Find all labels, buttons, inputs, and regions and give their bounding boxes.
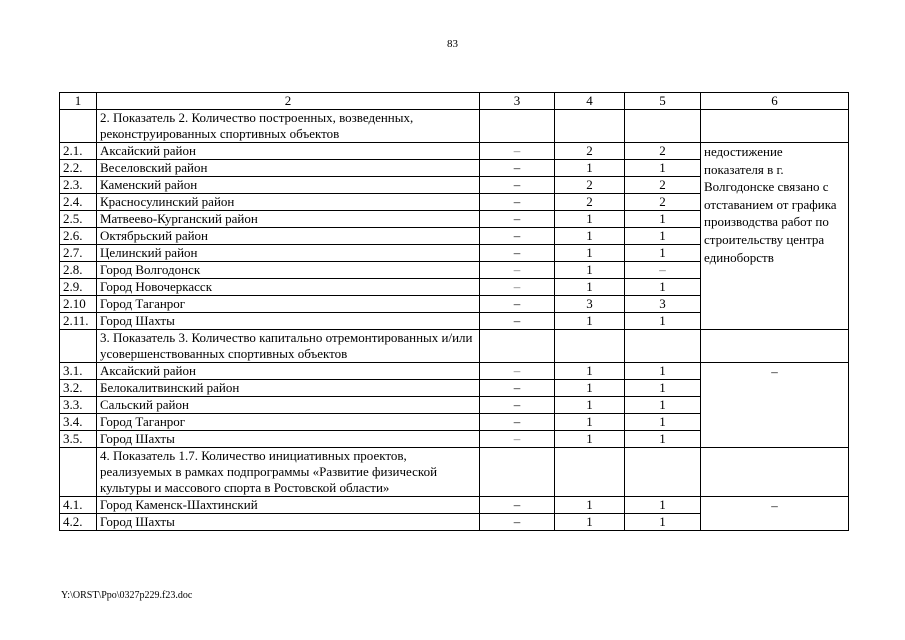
- territory-name: Город Таганрог: [97, 414, 480, 431]
- col4-value: 2: [555, 177, 625, 194]
- table-row: [60, 363, 849, 380]
- col4-value: 1: [555, 514, 625, 531]
- territory-name: Город Новочеркасск: [97, 279, 480, 296]
- section-title: 4. Показатель 1.7. Количество инициативных проектов, реализуемых в рамках подпрограммы «Развитие физической культуры и массового спорта в Ростовской области»: [97, 448, 480, 497]
- col3-value: –: [480, 397, 555, 414]
- territory-name: Сальский район: [97, 397, 480, 414]
- col5-value: 2: [625, 177, 701, 194]
- col3-value: –: [480, 160, 555, 177]
- row-number: 2.7.: [60, 245, 97, 262]
- col4-value: 1: [555, 414, 625, 431]
- territory-name: Аксайский район: [97, 363, 480, 380]
- row-number: 3.2.: [60, 380, 97, 397]
- col4-value: 1: [555, 397, 625, 414]
- report-table: [59, 92, 849, 531]
- col3-value: –: [480, 514, 555, 531]
- col5-value: 3: [625, 296, 701, 313]
- row-number: 2.3.: [60, 177, 97, 194]
- empty-cell: [555, 330, 625, 363]
- row-number: 3.1.: [60, 363, 97, 380]
- empty-cell: [480, 330, 555, 363]
- col5-value: 1: [625, 228, 701, 245]
- empty-cell: [60, 330, 97, 363]
- row-number: 4.1.: [60, 497, 97, 514]
- header-cell: 1: [60, 93, 97, 110]
- col5-value: 2: [625, 143, 701, 160]
- row-number: 2.8.: [60, 262, 97, 279]
- col3-value: –: [480, 380, 555, 397]
- row-number: 2.11.: [60, 313, 97, 330]
- note-cell: недостижение показателя в г. Волгодонске связано с отставанием от графика производства работ по строительству центра единоборств: [701, 143, 849, 330]
- empty-cell: [625, 110, 701, 143]
- col5-value: 1: [625, 363, 701, 380]
- empty-cell: [701, 448, 849, 497]
- empty-cell: [701, 330, 849, 363]
- row-number: 2.5.: [60, 211, 97, 228]
- territory-name: Красносулинский район: [97, 194, 480, 211]
- row-number: 2.2.: [60, 160, 97, 177]
- col3-value: –: [480, 245, 555, 262]
- col3-value: –: [480, 296, 555, 313]
- empty-cell: [555, 110, 625, 143]
- territory-name: Город Шахты: [97, 431, 480, 448]
- territory-name: Город Шахты: [97, 313, 480, 330]
- row-number: 3.4.: [60, 414, 97, 431]
- section-title-row: [60, 110, 849, 143]
- note-cell: –: [701, 363, 849, 448]
- territory-name: Аксайский район: [97, 143, 480, 160]
- col5-value: –: [625, 262, 701, 279]
- col3-value: –: [480, 228, 555, 245]
- table-row: [60, 497, 849, 514]
- header-cell: 4: [555, 93, 625, 110]
- col5-value: 1: [625, 497, 701, 514]
- col5-value: 1: [625, 279, 701, 296]
- header-cell: 3: [480, 93, 555, 110]
- header-cell: 2: [97, 93, 480, 110]
- empty-cell: [555, 448, 625, 497]
- col4-value: 1: [555, 228, 625, 245]
- col5-value: 1: [625, 160, 701, 177]
- col5-value: 1: [625, 431, 701, 448]
- col4-value: 1: [555, 497, 625, 514]
- col4-value: 1: [555, 245, 625, 262]
- col3-value: –: [480, 313, 555, 330]
- section-title-row: [60, 448, 849, 497]
- row-number: 2.4.: [60, 194, 97, 211]
- row-number: 4.2.: [60, 514, 97, 531]
- section-title: 2. Показатель 2. Количество построенных, возведенных, реконструированных спортивных объектов: [97, 110, 480, 143]
- col4-value: 2: [555, 143, 625, 160]
- col3-value: –: [480, 279, 555, 296]
- empty-cell: [625, 330, 701, 363]
- col4-value: 1: [555, 363, 625, 380]
- row-number: 3.5.: [60, 431, 97, 448]
- col5-value: 1: [625, 245, 701, 262]
- territory-name: Матвеево-Курганский район: [97, 211, 480, 228]
- col3-value: –: [480, 262, 555, 279]
- empty-cell: [625, 448, 701, 497]
- file-path-footer: Y:\ORST\Ppo\0327p229.f23.doc: [61, 590, 193, 601]
- note-cell: –: [701, 497, 849, 531]
- row-number: 2.9.: [60, 279, 97, 296]
- col5-value: 1: [625, 414, 701, 431]
- col3-value: –: [480, 143, 555, 160]
- row-number: 3.3.: [60, 397, 97, 414]
- territory-name: Октябрьский район: [97, 228, 480, 245]
- col4-value: 1: [555, 262, 625, 279]
- col5-value: 1: [625, 313, 701, 330]
- col3-value: –: [480, 497, 555, 514]
- col5-value: 1: [625, 514, 701, 531]
- col4-value: 2: [555, 194, 625, 211]
- col5-value: 1: [625, 211, 701, 228]
- col4-value: 1: [555, 160, 625, 177]
- col3-value: –: [480, 414, 555, 431]
- col3-value: –: [480, 177, 555, 194]
- empty-cell: [701, 110, 849, 143]
- row-number: 2.6.: [60, 228, 97, 245]
- col4-value: 1: [555, 279, 625, 296]
- col5-value: 1: [625, 397, 701, 414]
- col3-value: –: [480, 211, 555, 228]
- empty-cell: [480, 448, 555, 497]
- row-number: 2.1.: [60, 143, 97, 160]
- section-title-row: [60, 330, 849, 363]
- section-title: 3. Показатель 3. Количество капитально отремонтированных и/или усовершенствованных спортивных объектов: [97, 330, 480, 363]
- territory-name: Город Шахты: [97, 514, 480, 531]
- empty-cell: [60, 448, 97, 497]
- territory-name: Целинский район: [97, 245, 480, 262]
- col3-value: –: [480, 194, 555, 211]
- col4-value: 1: [555, 431, 625, 448]
- col4-value: 1: [555, 313, 625, 330]
- header-cell: 6: [701, 93, 849, 110]
- col3-value: –: [480, 363, 555, 380]
- territory-name: Город Каменск-Шахтинский: [97, 497, 480, 514]
- territory-name: Город Волгодонск: [97, 262, 480, 279]
- col5-value: 1: [625, 380, 701, 397]
- row-number: 2.10: [60, 296, 97, 313]
- empty-cell: [480, 110, 555, 143]
- header-cell: 5: [625, 93, 701, 110]
- territory-name: Веселовский район: [97, 160, 480, 177]
- col3-value: –: [480, 431, 555, 448]
- page-number: 83: [447, 38, 458, 50]
- col4-value: 1: [555, 211, 625, 228]
- col5-value: 2: [625, 194, 701, 211]
- header-row: [60, 93, 849, 110]
- col4-value: 3: [555, 296, 625, 313]
- territory-name: Белокалитвинский район: [97, 380, 480, 397]
- empty-cell: [60, 110, 97, 143]
- col4-value: 1: [555, 380, 625, 397]
- territory-name: Город Таганрог: [97, 296, 480, 313]
- table-row: [60, 143, 849, 160]
- territory-name: Каменский район: [97, 177, 480, 194]
